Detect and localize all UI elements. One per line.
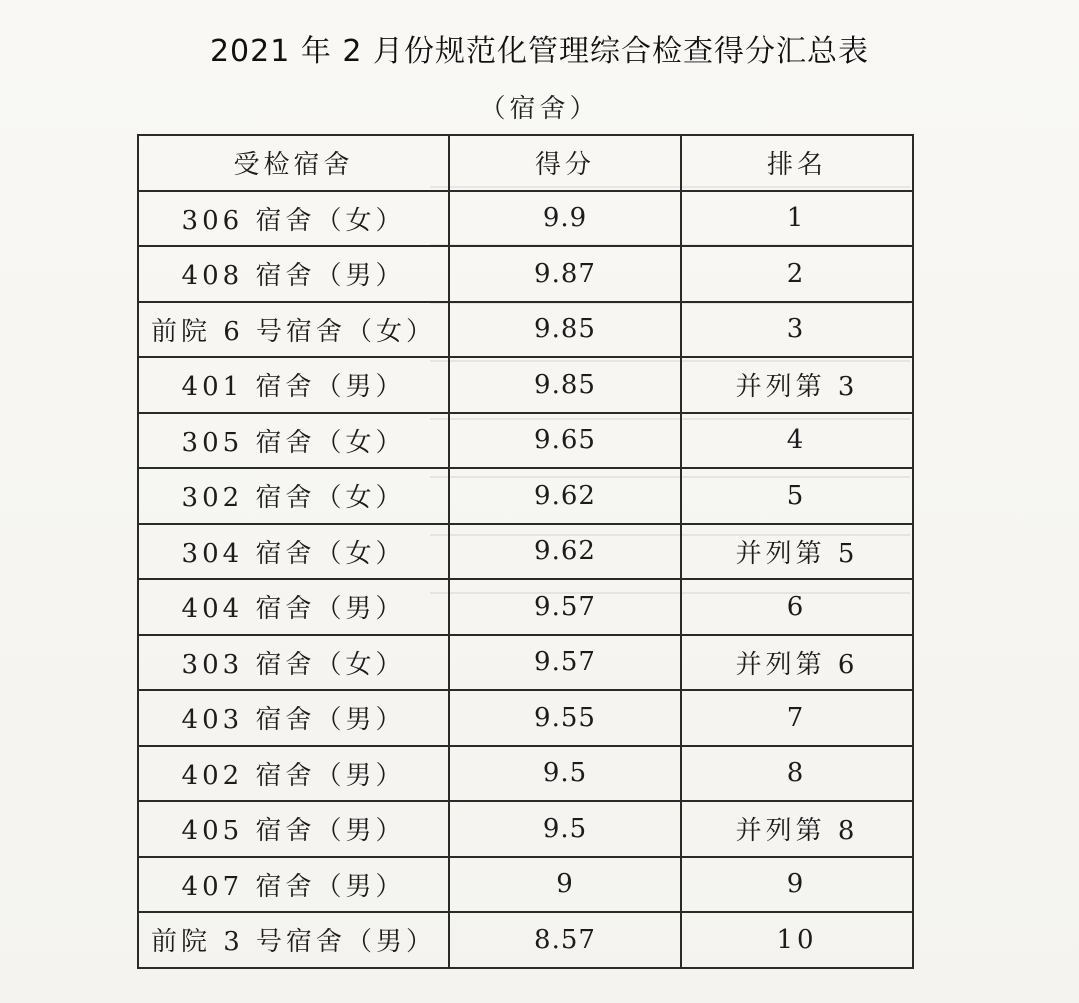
cell-rank: 7 (681, 690, 913, 746)
table-row (138, 912, 913, 968)
cell-score: 9.85 (449, 302, 681, 358)
table-header-row (138, 135, 913, 191)
cell-rank: 并列第 6 (681, 635, 913, 691)
cell-score: 9.65 (449, 413, 681, 469)
cell-rank: 并列第 5 (681, 524, 913, 580)
cell-score: 9 (449, 857, 681, 913)
table-row (138, 468, 913, 524)
cell-score: 9.62 (449, 524, 681, 580)
table-row (138, 690, 913, 746)
cell-score: 9.57 (449, 635, 681, 691)
cell-rank: 8 (681, 746, 913, 802)
table-row (138, 635, 913, 691)
cell-rank: 并列第 3 (681, 357, 913, 413)
cell-dorm: 前院 6 号宿舍（女） (138, 302, 449, 358)
cell-rank: 10 (681, 912, 913, 968)
cell-score: 9.55 (449, 690, 681, 746)
cell-dorm: 402 宿舍（男） (138, 746, 449, 802)
document-subtitle: （宿舍） (479, 94, 600, 124)
cell-dorm: 407 宿舍（男） (138, 857, 449, 913)
cell-rank: 4 (681, 413, 913, 469)
header-score: 得分 (449, 135, 681, 191)
table-row (138, 413, 913, 469)
table-row (138, 746, 913, 802)
cell-dorm: 303 宿舍（女） (138, 635, 449, 691)
table-row (138, 191, 913, 247)
cell-score: 9.87 (449, 246, 681, 302)
cell-dorm: 403 宿舍（男） (138, 690, 449, 746)
cell-score: 9.57 (449, 579, 681, 635)
cell-dorm: 302 宿舍（女） (138, 468, 449, 524)
score-summary-table (137, 134, 914, 969)
cell-rank: 5 (681, 468, 913, 524)
cell-rank: 6 (681, 579, 913, 635)
cell-score: 9.9 (449, 191, 681, 247)
cell-score: 9.85 (449, 357, 681, 413)
cell-score: 9.5 (449, 746, 681, 802)
table-row (138, 579, 913, 635)
table-row (138, 857, 913, 913)
cell-dorm: 前院 3 号宿舍（男） (138, 912, 449, 968)
table-row (138, 524, 913, 580)
cell-score: 8.57 (449, 912, 681, 968)
cell-rank: 并列第 8 (681, 801, 913, 857)
table-row (138, 246, 913, 302)
table-row (138, 302, 913, 358)
cell-score: 9.5 (449, 801, 681, 857)
document-title: 2021 年 2 月份规范化管理综合检查得分汇总表 (209, 34, 870, 69)
cell-dorm: 404 宿舍（男） (138, 579, 449, 635)
header-rank: 排名 (681, 135, 913, 191)
cell-rank: 2 (681, 246, 913, 302)
cell-score: 9.62 (449, 468, 681, 524)
table-row (138, 801, 913, 857)
cell-dorm: 305 宿舍（女） (138, 413, 449, 469)
cell-dorm: 306 宿舍（女） (138, 191, 449, 247)
cell-rank: 9 (681, 857, 913, 913)
cell-rank: 1 (681, 191, 913, 247)
cell-dorm: 401 宿舍（男） (138, 357, 449, 413)
cell-dorm: 408 宿舍（男） (138, 246, 449, 302)
table-row (138, 357, 913, 413)
cell-rank: 3 (681, 302, 913, 358)
cell-dorm: 405 宿舍（男） (138, 801, 449, 857)
header-dorm: 受检宿舍 (138, 135, 449, 191)
cell-dorm: 304 宿舍（女） (138, 524, 449, 580)
